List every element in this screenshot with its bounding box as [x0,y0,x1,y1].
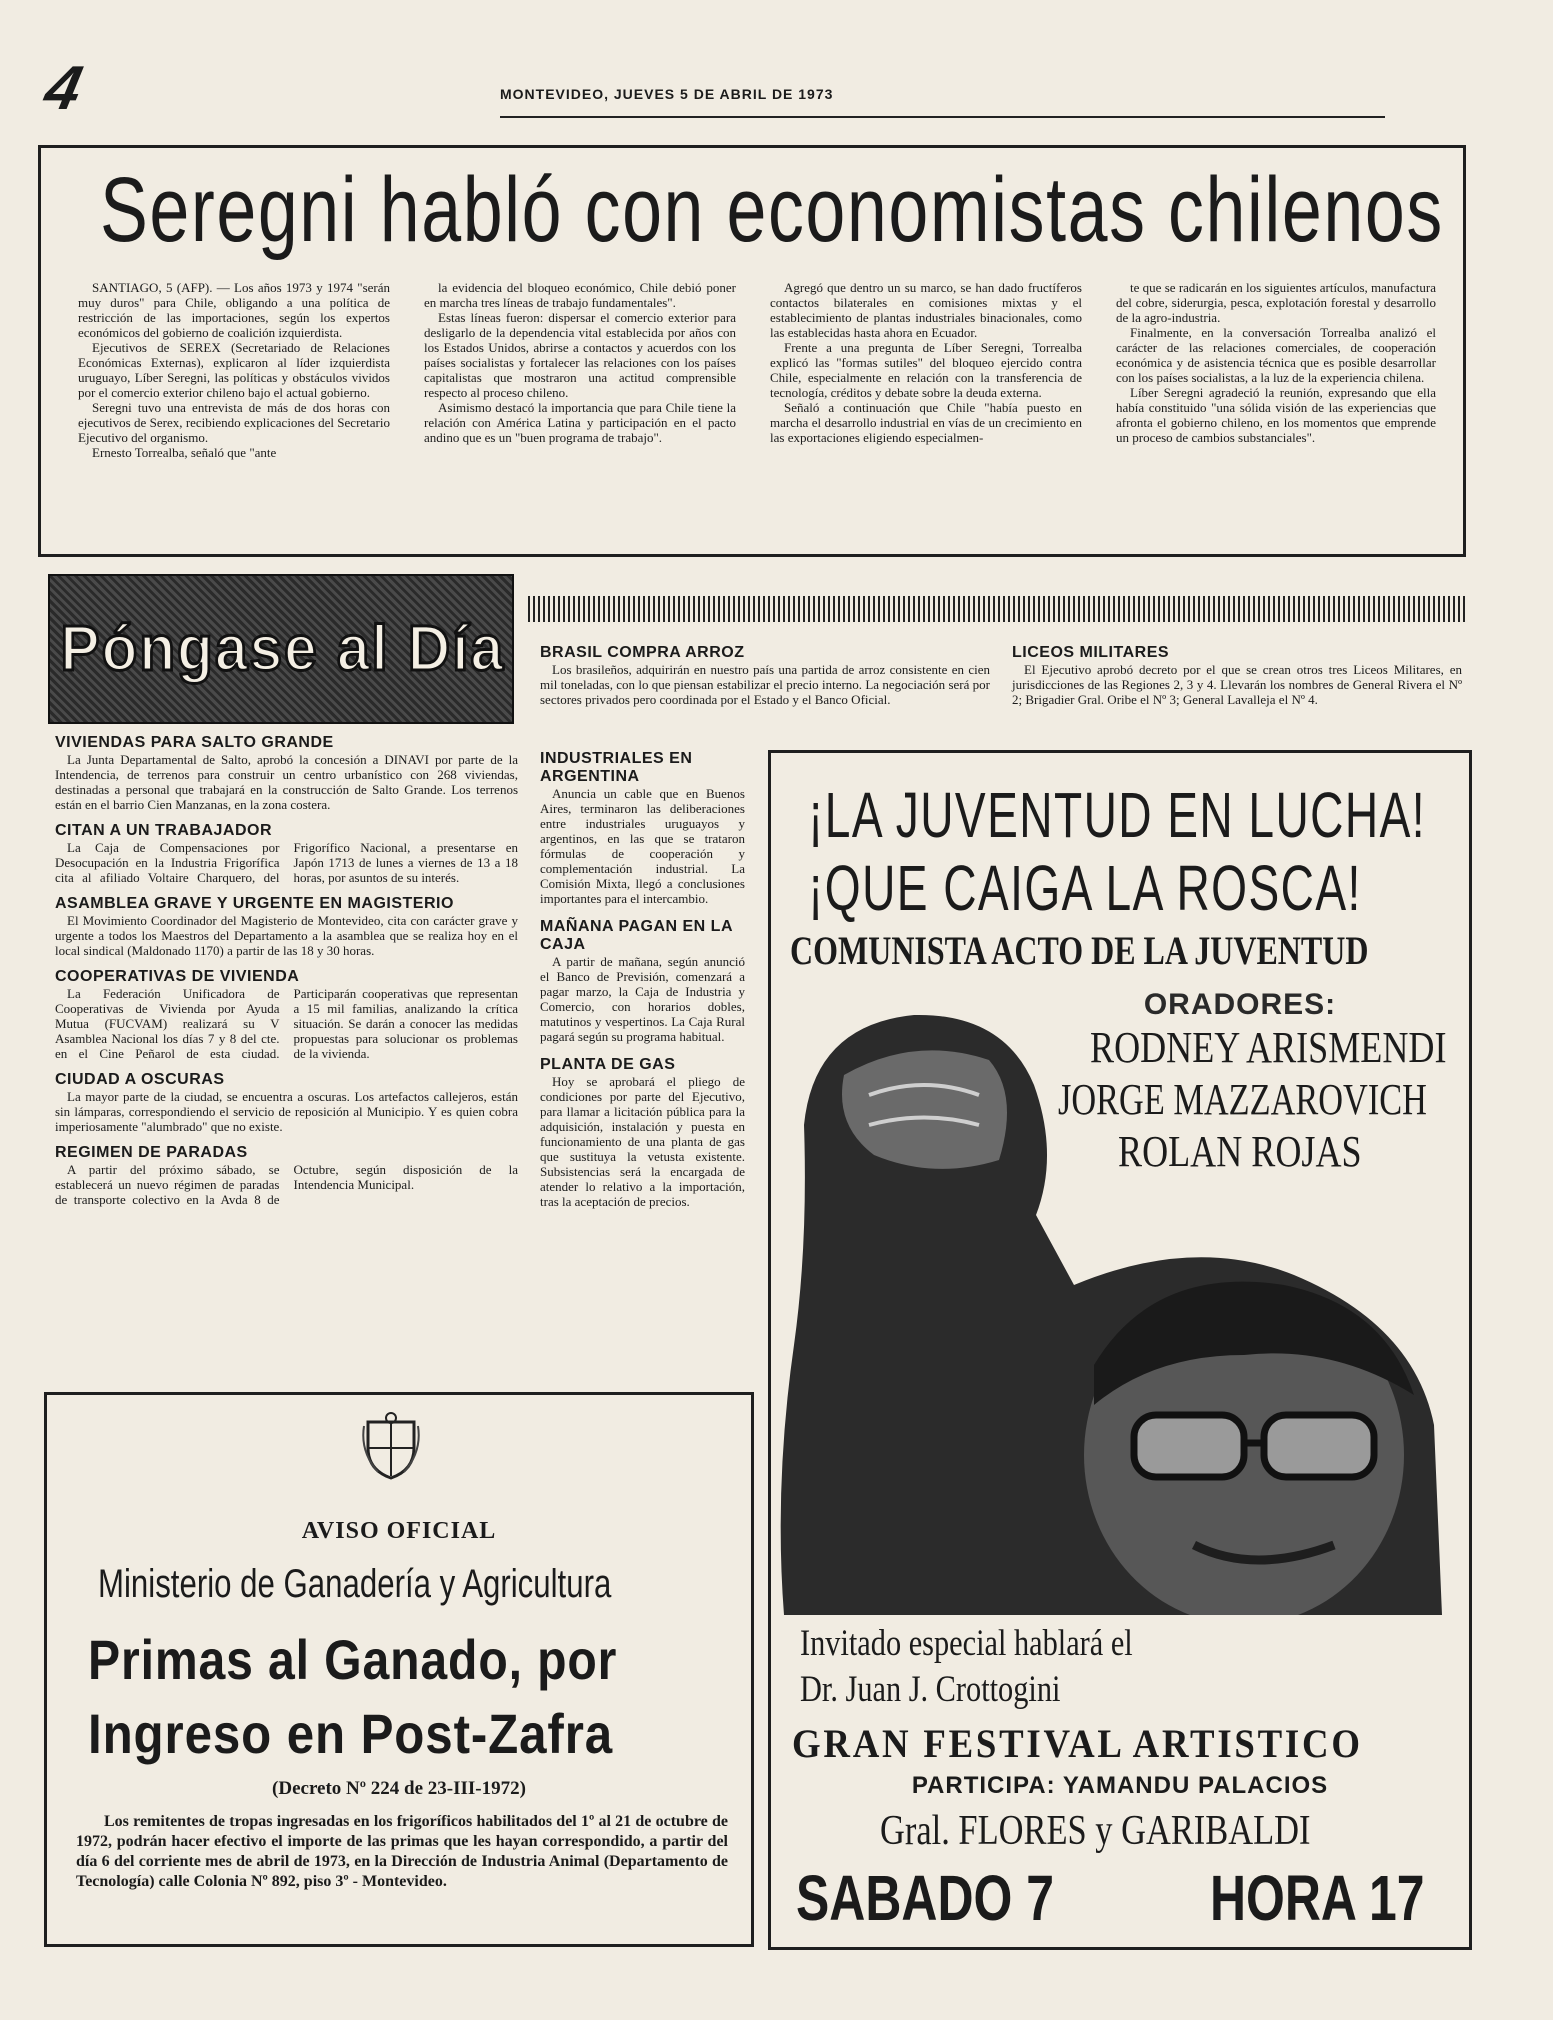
article-paragraph: Asimismo destacó la importancia que para Chile tiene la relación con América Latina y participación en el pacto andino que es un "buen programa de trabajo". [424,400,736,445]
aviso-decree: (Decreto Nº 224 de 23-III-1972) [272,1778,526,1799]
aviso-title-line1: Primas al Ganado, por [88,1628,618,1691]
article-paragraph: Señaló a continuación que Chile "había puesto en marcha el desarrollo industrial en vías de un crecimiento en las exportaciones eligiendo especialmen- [770,400,1082,445]
aviso-label: AVISO OFICIAL [301,1518,497,1544]
pongase-items [55,734,518,1207]
aviso-body: Los remitentes de tropas ingresadas en los frigoríficos habilitados del 1º al 21 de octubre de 1972, podrán hacer efectivo el importe de las primas que les hayan correspondido, a partir del día 6 del corriente mes de abril de 1973, en la Dirección de Industria Animal (Departamento de Tecnología) calle Colonia Nº 892, piso 3º - Montevideo. [76,1813,728,1890]
header-rule [500,116,1385,118]
dateline: MONTEVIDEO, JUEVES 5 DE ABRIL DE 1973 [500,86,834,102]
article-paragraph: Líber Seregni agradeció la reunión, expresando que ella había constituido "una sólida visión de las experiencias que afronta el gobierno chileno, en los momentos que emprende un proceso de cambios substanciales". [1116,385,1436,445]
news-item-cooperativas: COOPERATIVAS DE VIVIENDA La Federación Unificadora de Cooperativas de Vivienda por Ayuda Mutua (FUCVAM) realizará su V Asamblea Nacional los días 7 y 8 del cte. en el Cine Peñarol de esta ciudad. Participarán cooperativas que representan a 15 mil familias, analizando la crítica situación. Se darán a conocer las medidas propuestas para solucionar os problemas de la vivienda. [55,968,518,1061]
news-item-manana-pagan: MAÑANA PAGAN EN LA CAJA A partir de mañana, según anunció el Banco de Previsión, comenzará a pagar marzo, la Caja de Industria y Comercio, con horarios dobles, matutinos y vespertinos. La Caja Rural pagará según su programa habitual. [540,918,745,1044]
news-item-liceos: LICEOS MILITARES El Ejecutivo aprobó decreto por el que se crean otros tres Liceos Militares, en jurisdicciones de las Regiones 2, 3 y 4. Llevarán los nombres de General Rivera el Nº 2; Brigadier Gral. Oribe el Nº 3; General Lavalleja el Nº 4. [1012,644,1462,707]
juventud-line1: ¡LA JUVENTUD EN LUCHA! [808,779,1427,851]
article-paragraph: Finalmente, en la conversación Torrealba analizó el carácter de las relaciones comerciales, de cooperación económica y de asistencia técnica que es posible desarrollar con los países socialistas, a la luz de la experiencia chilena. [1116,325,1436,385]
pongase-al-dia-banner [48,574,514,724]
news-item-asamblea: ASAMBLEA GRAVE Y URGENTE EN MAGISTERIO El Movimiento Coordinador del Magisterio de Montevideo, cita con carácter grave y urgente a todos los Maestros del Departamento a la asamblea que se realiza hoy en el local sindical (Maldonado 1170) a partir de las 18 y 30 horas. [55,895,518,958]
middle-news-column [540,750,745,1209]
news-item-planta-gas: PLANTA DE GAS Hoy se aprobará el pliego de condiciones por parte del Ejecutivo, para llamar a licitación pública para la adquisición, instalación y puesta en funcionamiento de una planta de gas que sustituya la vetusta existente. Subsistencias será la encargada de atender lo relativo a la importación, tras la aceptación de precios. [540,1056,745,1209]
news-item-ciudad: CIUDAD A OSCURAS La mayor parte de la ciudad, se encuentra a oscuras. Los artefactos callejeros, están sin lámparas, correspondiendo el servicio de reposición al Municipio. Y es quien cobra imperiosamente "alumbrado" que no existe. [55,1071,518,1134]
pongase-al-dia-title: Póngase al Día [60,612,506,684]
article-paragraph: te que se radicarán en los siguientes artículos, manufactura del cobre, siderurgia, pesca, explotación forestal y desarrollo de la agro-industria. [1116,280,1436,325]
page-number: 4 [38,54,88,123]
news-item-regimen: REGIMEN DE PARADAS A partir del próximo sábado, se establecerá un nuevo régimen de paradas de transporte colectivo en la Avda 8 de Octubre, según disposición de la Intendencia Municipal. [55,1144,518,1207]
aviso-ministry: Ministerio de Ganadería y Agricultura [98,1562,612,1606]
juventud-line3: COMUNISTA ACTO DE LA JUVENTUD [790,928,1369,973]
juventud-guest-line1: Invitado especial hablará el [800,1623,1133,1664]
coat-of-arms-emblem [360,1412,422,1482]
juventud-guest-line2: Dr. Juan J. Crottogini [800,1669,1061,1710]
article-paragraph: Frente a una pregunta de Líber Seregni, Torrealba explicó las "formas sutiles" del bloqueo ejercido contra Chile, especialmente en relación con la transferencia de tecnología, créditos y debate sobre la deuda externa. [770,340,1082,400]
article-paragraph: Seregni tuvo una entrevista de más de dos horas con ejecutivos de Serex, recibiendo explicaciones del Secretario Ejecutivo del organismo. [78,400,390,445]
main-article-column-1 [78,280,390,460]
decorative-stripe [528,596,1466,622]
article-paragraph: Estas líneas fueron: dispersar el comercio exterior para desligarlo de la dependencia vital establecida por años con los Estados Unidos, abrirse a contactos y acuerdos con los países socialistas y fortalecer las relaciones con los países capitalistas que mostraron una actitud comprensible respecto al proceso chileno. [424,310,736,400]
juventud-speaker-1: RODNEY ARISMENDI [1090,1023,1447,1072]
juventud-participa: PARTICIPA: YAMANDU PALACIOS [911,1772,1329,1799]
article-paragraph: la evidencia del bloqueo económico, Chile debió poner en marcha tres líneas de trabajo fundamentales". [424,280,736,310]
news-item-citan: CITAN A UN TRABAJADOR La Caja de Compensaciones por Desocupación en la Industria Frigorífica cita al afiliado Voltaire Charquero, del Frigorífico Nacional, a presentarse en Japón 1713 de lunes a viernes de 13 a 18 horas, por asuntos de su interés. [55,822,518,885]
main-article-column-2 [424,280,736,445]
juventud-speakers-label: ORADORES: [1143,988,1337,1021]
juventud-hour: HORA 17 [1210,1862,1425,1934]
main-article-column-3 [770,280,1082,445]
aviso-title-line2: Ingreso en Post-Zafra [88,1702,614,1765]
juventud-line2: ¡QUE CAIGA LA ROSCA! [808,852,1362,924]
news-item-brasil: BRASIL COMPRA ARROZ Los brasileños, adquirirán en nuestro país una partida de arroz consistente en cien mil toneladas, con lo que piensan estabilizar el precio interno. La negociación será por sectores privados pero coordinada por el Estado y el Banco Oficial. [540,644,990,707]
juventud-speaker-2: JORGE MAZZAROVICH [1058,1075,1427,1124]
news-item-industriales: INDUSTRIALES EN ARGENTINA Anuncia un cable que en Buenos Aires, terminaron las deliberaciones entre industriales uruguayos y argentinos, en las que se trataron fórmulas de cooperación y complementación industrial. La Comisión Mixta, llegó a conclusiones importantes para el intercambio. [540,750,745,906]
article-paragraph: Ejecutivos de SEREX (Secretariado de Relaciones Económicas Externas), explicaron al líder izquierdista uruguayo, Líber Seregni, las políticas y obstáculos vividos por el comercio exterior chileno bajo el actual gobierno. [78,340,390,400]
article-paragraph: Ernesto Torrealba, señaló que "ante [92,445,277,460]
main-article-headline: Seregni habló con economistas chilenos [100,159,1444,261]
news-item-viviendas: VIVIENDAS PARA SALTO GRANDE La Junta Departamental de Salto, aprobó la concesión a DINAVI por parte de la Intendencia, de terrenos para construir un centro urbanístico con 268 viviendas, destinadas a personal que trabajará en la construcción de Salto Grande. Los terrenos están en el barrio Cien Manzanas, en la zona costera. [55,734,518,812]
juventud-festival: GRAN FESTIVAL ARTISTICO [792,1721,1363,1766]
main-article-column-4 [1116,280,1436,445]
article-paragraph: SANTIAGO, 5 (AFP). — Los años 1973 y 1974 "serán muy duros" para Chile, obligando a una política de restricción de las importaciones, según los expertos económicos del gobierno de coalición izquierdista. [78,280,390,340]
article-paragraph: Agregó que dentro un su marco, se han dado fructíferos contactos bilaterales en comisiones mixtas y el establecimiento de plantas industriales binacionales, como las establecidas hasta ahora en Ecuador. [770,280,1082,340]
juventud-speaker-3: ROLAN ROJAS [1118,1127,1362,1176]
juventud-day: SABADO 7 [796,1862,1054,1934]
juventud-place: Gral. FLORES y GARIBALDI [880,1808,1311,1854]
